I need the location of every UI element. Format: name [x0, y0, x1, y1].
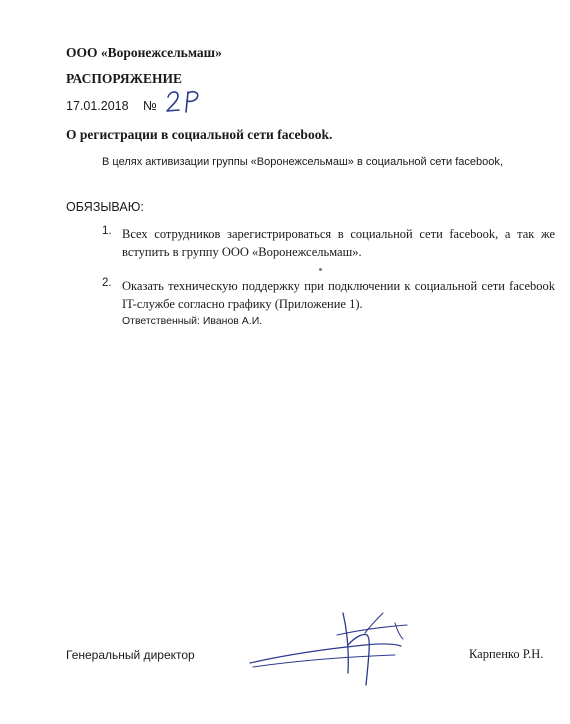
order-item-line: Всех сотрудников зарегистрироваться в социальной сети facebook, а так же — [122, 227, 555, 241]
scan-speck — [319, 268, 322, 271]
preamble-text: В целях активизации группы «Воронежсельмаш» в социальной сети facebook, — [102, 156, 503, 168]
handwritten-document-number — [164, 88, 204, 114]
document-subject: О регистрации в социальной сети facebook. — [66, 127, 333, 142]
document-date: 17.01.2018 — [66, 99, 129, 113]
order-item-line: вступить в группу ООО «Воронежсельмаш». — [122, 245, 362, 259]
order-item-line: IT-службе согласно графику (Приложение 1). — [122, 297, 363, 311]
order-heading: ОБЯЗЫВАЮ: — [66, 200, 144, 214]
signer-position: Генеральный директор — [66, 648, 195, 662]
signer-name: Карпенко Р.Н. — [469, 647, 544, 661]
signature-scribble — [245, 605, 415, 690]
document-number-label: № — [143, 98, 157, 113]
order-item-line: Оказать техническую поддержку при подключении к социальной сети facebook — [122, 279, 555, 293]
document-type: РАСПОРЯЖЕНИЕ — [66, 71, 183, 86]
order-item-number: 2. — [102, 277, 112, 289]
organization-name: ООО «Воронежсельмаш» — [66, 45, 222, 60]
responsible-person: Ответственный: Иванов А.И. — [122, 315, 263, 327]
order-item-text — [122, 225, 555, 261]
order-item-text — [122, 277, 555, 313]
order-item-number: 1. — [102, 225, 112, 237]
